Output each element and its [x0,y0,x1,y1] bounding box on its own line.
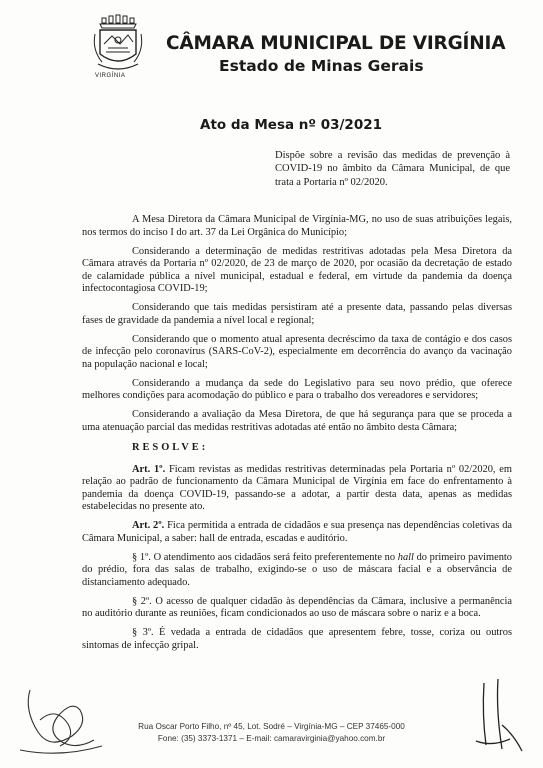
article-2 [82,520,512,545]
paragraph-3-text: É vedada a entrada de cidadãos que apresentem febre, tosse, coriza ou outros sintomas de infecção gripal. [82,627,512,651]
paragraph-2-label: § 2º. [132,595,152,607]
article-1 [82,464,512,514]
whereas-paragraph-2: Considerando que tais medidas persistiram até a presente data, passando pelas diversas fases de gravidade da pandemia a nível local e regional; [82,302,512,326]
article-2-label: Art. 2º. [132,520,165,531]
article-2-text: Fica permitida a entrada de cidadãos e sua presença nas dependências coletivas da Câmara Municipal, a saber: hall de entrada, escadas e auditório. [82,520,513,544]
document-footer [0,721,543,745]
paragraph-2-text: O acesso de qualquer cidadão às dependências da Câmara, inclusive a permanência no auditório durante as reuniões, ficam condicionados ao uso de máscara sobre o nariz e a boca. [82,595,512,619]
paragraph-1-text-b: do primeiro pavimento do prédio, fora das salas de trabalho, exigindo-se o uso de máscara facial e a observância de distanciamento adequado. [82,551,512,588]
whereas-paragraph-4: Considerando a mudança da sede do Legislativo para seu novo prédio, que oferece melhores condições para acomodação do público e para o trabalho dos vereadores e servidores; [82,377,512,401]
resolve-heading: RESOLVE: [132,442,209,453]
paragraph-1-hall: hall [397,551,414,563]
paragraph-3 [82,627,512,652]
whereas-paragraph-3: Considerando que o momento atual apresenta decréscimo da taxa de contágio e dos casos de infecção pelo coronavírus (SARS-CoV-2), especialmente em decorrência do avanço da vacinação na população nacional e local; [82,333,512,370]
footer-address: Rua Oscar Porto Filho, nº 45, Lot. Sodré – Virgínia-MG – CEP 37465-000 [138,722,405,731]
paragraph-2 [82,596,512,621]
handwritten-signature-right [462,675,532,760]
footer-contact: Fone: (35) 3373-1371 – E-mail: camaravirginia@yahoo.com.br [157,734,386,743]
preamble-paragraph: A Mesa Diretora da Câmara Municipal de Virgínia-MG, no uso de suas atribuições legais, nos termos do inciso I do art. 37 da Lei Orgânica do Município; [82,214,512,238]
paragraph-3-label: § 3º. [132,627,154,638]
document-body [82,214,512,659]
act-summary: Dispõe sobre a revisão das medidas de prevenção à COVID-19 no âmbito da Câmara Municipal, de que trata a Portaria nº 02/2020. [275,150,510,188]
whereas-paragraph-5: Considerando a avaliação da Mesa Diretora, de que há segurança para que se proceda a uma atenuação parcial das medidas restritivas adotadas até então no âmbito desta Câmara; [82,409,512,433]
article-1-label: Art. 1º. [132,463,166,475]
paragraph-1-text-a: O atendimento aos cidadãos será feito preferentemente no [150,551,398,563]
paragraph-1 [82,552,512,590]
institution-title: CÂMARA MUNICIPAL DE VIRGÍNIA [166,33,506,54]
handwritten-signature-left [10,680,110,760]
municipal-crest-icon [92,14,144,76]
crest-caption: VIRGÍNIA [95,73,126,79]
paragraph-1-label: § 1º. [132,551,151,563]
whereas-paragraph-1: Considerando a determinação de medidas restritivas adotadas pela Mesa Diretora da Câmara através da Portaria nº 02/2020, de 23 de março de 2020, por ocasião da decretação de estado de calamidade pública a nível municipal, estadual e federal, em virtude da pandemia da doença infectocontagiosa COVID-19; [82,245,512,294]
state-subtitle: Estado de Minas Gerais [219,57,424,75]
act-title: Ato da Mesa nº 03/2021 [200,117,382,133]
article-1-text: Ficam revistas as medidas restritivas determinadas pela Portaria nº 02/2020, em relação ao padrão de funcionamento da Câmara Municipal de Virgínia em face do enfrentamento à pandemia da doença COVID-19, passando-se a adotar, a partir desta data, apenas as medidas estabelecidas no presente ato. [82,463,512,512]
